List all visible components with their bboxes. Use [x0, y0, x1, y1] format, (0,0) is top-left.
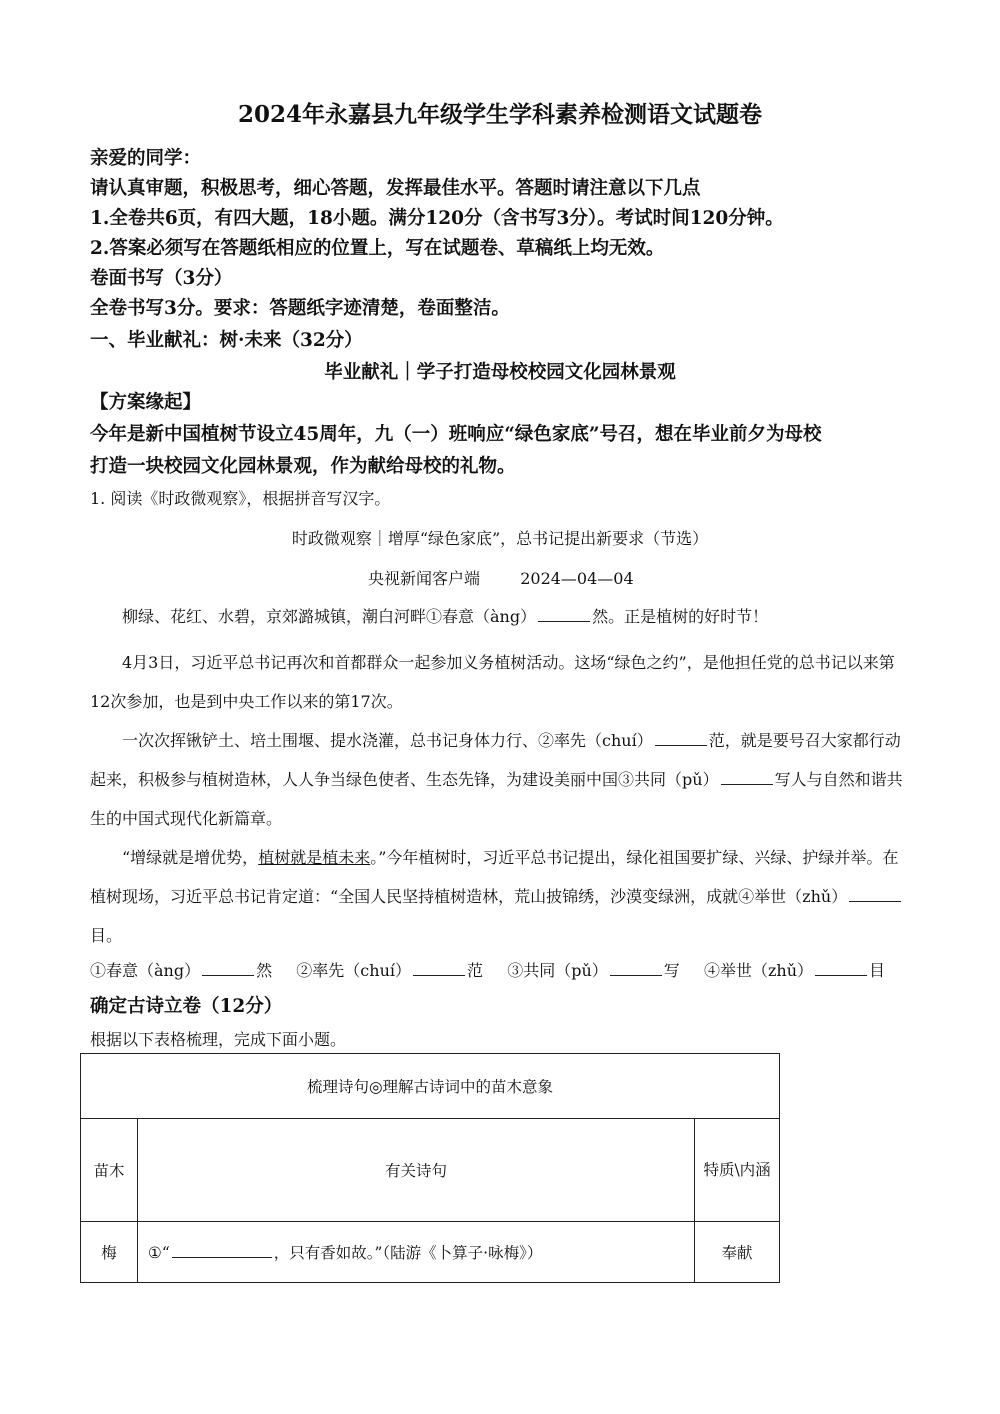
- answer-1-end: 然: [256, 961, 273, 980]
- para4-text-c: 目。: [90, 926, 123, 945]
- article-source: [368, 566, 634, 589]
- para4-underlined: 植树就是植未来: [258, 848, 371, 867]
- poem-instruction: 根据以下表格梳理，完成下面小题。: [90, 1030, 347, 1049]
- article-paragraph-2: 4月3日，习近平总书记再次和首都群众一起参加义务植树活动。这场“绿色之约”，是他担任党的总书记以来第12次参加，也是到中央工作以来的第17次。: [90, 653, 895, 711]
- handwriting-requirement: 全卷书写3分。要求：答题纸字迹清楚，卷面整洁。: [90, 298, 510, 319]
- answer-line: [90, 958, 885, 981]
- article-source-name: 央视新闻客户端: [368, 569, 481, 588]
- answer-2-blank[interactable]: [413, 974, 465, 976]
- article-title: 时政微观察｜增厚“绿色家底”，总书记提出新要求（节选）: [291, 529, 709, 548]
- para3-text-b: 范，就是要号召大家都行动起来，积极参与植树造林，人人争当绿色使者、生态先锋，为建设美丽中国③共同（pǔ）: [90, 731, 901, 789]
- page-title: 2024年永嘉县九年级学生学科素养检测语文试题卷: [237, 101, 762, 128]
- para3-text-a: 一次次挥锹铲土、培土围堰、提水浇灌，总书记身体力行、②率先（chuí）: [122, 731, 653, 750]
- blank-3: [721, 783, 773, 785]
- answer-2-end: 范: [467, 961, 484, 980]
- answer-2-label: ②率先（chuí）: [296, 961, 411, 980]
- section-1-heading: 一、毕业献礼：树·未来（32分）: [90, 330, 363, 351]
- intro-text: 请认真审题，积极思考，细心答题，发挥最佳水平。答题时请注意以下几点: [90, 178, 701, 199]
- blank-2: [655, 744, 707, 746]
- article-paragraph-4: [90, 838, 905, 955]
- banner-title: 毕业献礼｜学子打造母校校园文化园林景观: [324, 362, 676, 383]
- question-1: 1. 阅读《时政微观察》，根据拼音写汉字。: [90, 489, 391, 508]
- col-header-poem: 有关诗句: [137, 1119, 694, 1222]
- blank-4: [849, 900, 901, 902]
- origin-line-2: 打造一块校园文化园林景观，作为献给母校的礼物。: [90, 456, 516, 477]
- article-paragraph-1: [90, 604, 905, 627]
- answer-3-blank[interactable]: [610, 974, 662, 976]
- row-trait-plum: 奉献: [695, 1222, 780, 1283]
- handwriting-heading: 卷面书写（3分）: [90, 268, 233, 289]
- origin-heading: 【方案缘起】: [90, 392, 202, 413]
- answer-4-end: 目: [869, 961, 886, 980]
- para1-text-a: 柳绿、花红、水碧，京郊潞城镇，潮白河畔①春意（àng）: [122, 607, 537, 626]
- poem-blank[interactable]: [172, 1256, 272, 1258]
- poem-section-heading: 确定古诗立卷（12分）: [90, 996, 283, 1017]
- answer-1-blank[interactable]: [202, 974, 254, 976]
- origin-line-1: 今年是新中国植树节设立45周年，九（一）班响应“绿色家底”号召，想在毕业前夕为母校: [90, 424, 822, 445]
- answer-4-blank[interactable]: [815, 974, 867, 976]
- article-date: 2024—04—04: [520, 569, 634, 588]
- poem-table: [80, 1053, 780, 1283]
- answer-4-label: ④举世（zhǔ）: [703, 961, 814, 980]
- row-plant-plum: 梅: [81, 1222, 138, 1283]
- answer-3-label: ③共同（pǔ）: [507, 961, 608, 980]
- table-caption: 梳理诗句◎理解古诗词中的苗木意象: [81, 1054, 780, 1119]
- article-paragraph-3: [90, 721, 905, 838]
- para4-text-a: “增绿就是增优势，: [122, 848, 259, 867]
- blank-1: [538, 620, 590, 622]
- para1-text-b: 然。正是植树的好时节！: [592, 607, 769, 626]
- answer-3-end: 写: [663, 961, 680, 980]
- para3-text-c: 写人与自然和谐共生的中国式现代化新篇章。: [90, 770, 903, 828]
- poem-text-a: ①“: [147, 1244, 170, 1262]
- col-header-trait: 特质\内涵: [695, 1119, 780, 1222]
- col-header-plant: 苗木: [81, 1119, 138, 1222]
- answer-1-label: ①春意（àng）: [90, 961, 201, 980]
- row-poem-plum: [137, 1222, 694, 1283]
- rule-1: 1.全卷共6页，有四大题，18小题。满分120分（含书写3分）。考试时间120分钟。: [90, 208, 784, 229]
- para4-text-b: 。”今年植树时，习近平总书记提出，绿化祖国要扩绿、兴绿、护绿并举。在植树现场，习近平总书记肯定道：“全国人民坚持植树造林，荒山披锦绣，沙漠变绿洲，成就④举世（zhǔ）: [90, 848, 899, 906]
- greeting: 亲爱的同学：: [90, 148, 202, 169]
- poem-text-b: ，只有香如故。”（陆游《卜算子·咏梅》）: [273, 1244, 543, 1262]
- rule-2: 2.答案必须写在答题纸相应的位置上，写在试题卷、草稿纸上均无效。: [90, 238, 665, 259]
